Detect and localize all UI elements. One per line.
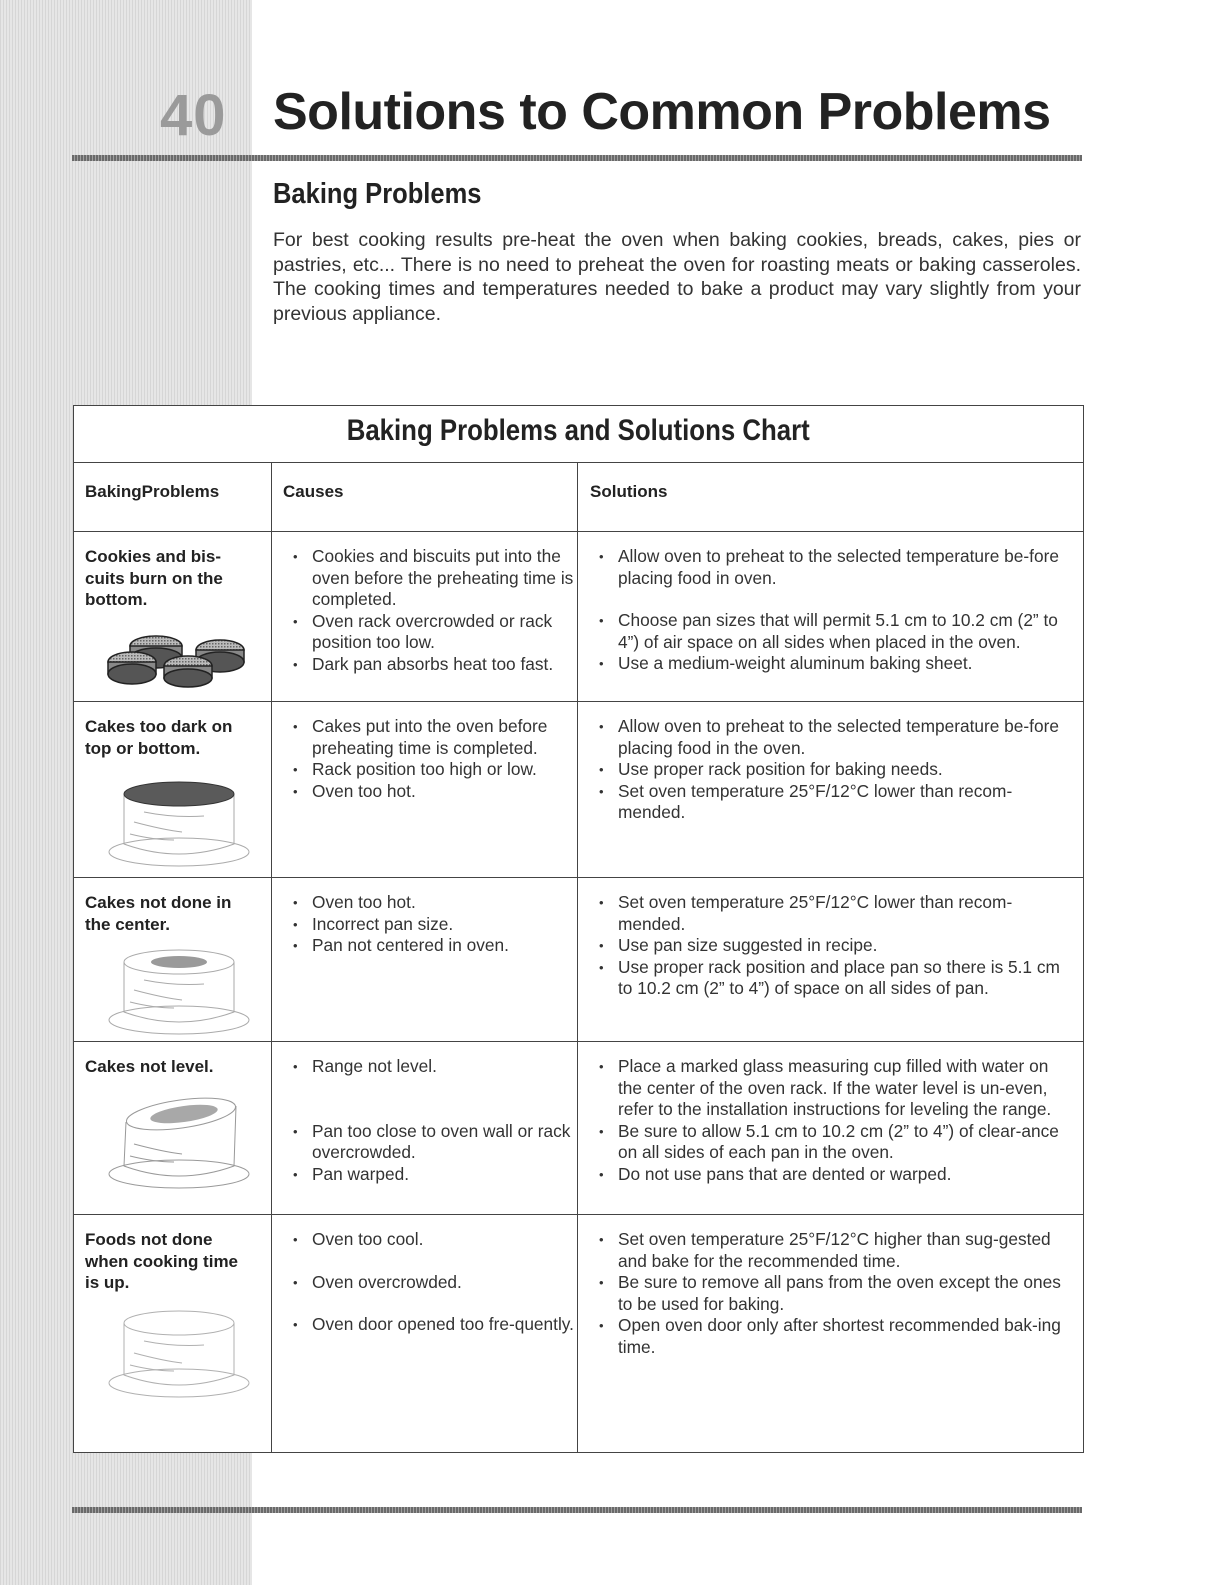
pale-cake-illustration bbox=[104, 1301, 254, 1401]
page-number: 40 bbox=[160, 83, 227, 148]
causes-list bbox=[286, 1229, 576, 1336]
solution-item: • Allow oven to preheat to the selected temperature be-fore placing food in oven. bbox=[592, 546, 1062, 589]
cause-item: • Incorrect pan size. bbox=[286, 914, 576, 936]
cause-item: • Oven too hot. bbox=[286, 892, 576, 914]
causes-list bbox=[286, 546, 576, 675]
cause-item: • Oven overcrowded. bbox=[286, 1272, 576, 1294]
problem-label: Foods not done when cooking time is up. bbox=[85, 1230, 239, 1292]
solution-item: • Use proper rack position for baking needs. bbox=[592, 759, 1062, 781]
table-row bbox=[74, 878, 1083, 1041]
solutions-list bbox=[592, 716, 1062, 824]
solution-item: • Set oven temperature 25°F/12°C higher than sug-gested and bake for the recommended time. bbox=[592, 1229, 1062, 1272]
table-row bbox=[74, 1215, 1083, 1452]
baking-chart bbox=[73, 405, 1084, 1453]
cause-item: • Range not level. bbox=[286, 1056, 576, 1078]
page-title: Solutions to Common Problems bbox=[273, 83, 1051, 141]
cause-item: • Oven too hot. bbox=[286, 781, 576, 803]
cause-item: • Dark pan absorbs heat too fast. bbox=[286, 654, 576, 676]
problem-label: Cakes not done in the center. bbox=[85, 893, 232, 934]
cause-item: • Pan too close to oven wall or rack overcrowded. bbox=[286, 1121, 576, 1164]
solution-item: • Set oven temperature 25°F/12°C lower than recom-mended. bbox=[592, 781, 1062, 824]
solution-item: • Choose pan sizes that will permit 5.1 cm to 10.2 cm (2” to 4”) of air space on all sides when placed in the oven. bbox=[592, 610, 1062, 653]
cause-item: • Oven too cool. bbox=[286, 1229, 576, 1251]
solutions-list bbox=[592, 1056, 1062, 1185]
solution-item: • Open oven door only after shortest recommended bak-ing time. bbox=[592, 1315, 1062, 1358]
solution-item: • Do not use pans that are dented or warped. bbox=[592, 1164, 1062, 1186]
solutions-list bbox=[592, 892, 1062, 1000]
solution-item: • Be sure to allow 5.1 cm to 10.2 cm (2” to 4”) of clear-ance on all sides of each pan in the oven. bbox=[592, 1121, 1062, 1164]
problem-label: Cakes not level. bbox=[85, 1057, 214, 1076]
tilted-cake-illustration bbox=[104, 1092, 254, 1192]
causes-list bbox=[286, 716, 576, 802]
solution-item: • Be sure to remove all pans from the oven except the ones to be used for baking. bbox=[592, 1272, 1062, 1315]
solution-item: • Use proper rack position and place pan so there is 5.1 cm to 10.2 cm (2” to 4”) of space on all sides of pan. bbox=[592, 957, 1062, 1000]
solutions-list bbox=[592, 1229, 1062, 1358]
dark-top-cake-illustration bbox=[104, 772, 254, 870]
column-header-solutions: Solutions bbox=[590, 482, 668, 501]
causes-list bbox=[286, 892, 576, 957]
column-header-causes: Causes bbox=[283, 482, 344, 501]
table-row bbox=[74, 532, 1083, 701]
intro-paragraph: For best cooking results pre-heat the oven when baking cookies, breads, cakes, pies or pastries, etc... There is no need to preheat the oven for roasting meats or baking casseroles. The cooking times and temperatures needed to bake a product may vary slightly from your previous appliance. bbox=[273, 229, 1081, 325]
cause-item: • Pan warped. bbox=[286, 1164, 576, 1186]
cause-item: • Cakes put into the oven before preheating time is completed. bbox=[286, 716, 576, 759]
top-rule bbox=[72, 155, 1082, 161]
solution-item: • Set oven temperature 25°F/12°C lower than recom-mended. bbox=[592, 892, 1062, 935]
problem-label: Cakes too dark on top or bottom. bbox=[85, 717, 233, 758]
section-heading: Baking Problems bbox=[273, 178, 482, 210]
bottom-rule bbox=[72, 1507, 1082, 1513]
column-header-problems: BakingProblems bbox=[85, 482, 220, 501]
biscuits-illustration bbox=[104, 616, 254, 688]
solution-item: • Use pan size suggested in recipe. bbox=[592, 935, 1062, 957]
cause-item: • Cookies and biscuits put into the oven before the preheating time is completed. bbox=[286, 546, 576, 611]
table-row bbox=[74, 702, 1083, 877]
solution-item: • Use a medium-weight aluminum baking sheet. bbox=[592, 653, 1062, 675]
solutions-list bbox=[592, 546, 1062, 675]
solution-item: • Allow oven to preheat to the selected temperature be-fore placing food in the oven. bbox=[592, 716, 1062, 759]
cause-item: • Pan not centered in oven. bbox=[286, 935, 576, 957]
chart-title: Baking Problems and Solutions Chart bbox=[74, 406, 1083, 463]
solution-item: • Place a marked glass measuring cup filled with water on the center of the oven rack. If the water level is un-even, refer to the installation instructions for leveling the range. bbox=[592, 1056, 1062, 1121]
cause-item: • Oven door opened too fre-quently. bbox=[286, 1314, 576, 1336]
cause-item: • Rack position too high or low. bbox=[286, 759, 576, 781]
causes-list bbox=[286, 1056, 576, 1185]
problem-label: Cookies and bis-cuits burn on the bottom. bbox=[85, 547, 223, 609]
table-row bbox=[74, 1042, 1083, 1214]
undone-cake-illustration bbox=[104, 940, 254, 1038]
cause-item: • Oven rack overcrowded or rack position too low. bbox=[286, 611, 576, 654]
